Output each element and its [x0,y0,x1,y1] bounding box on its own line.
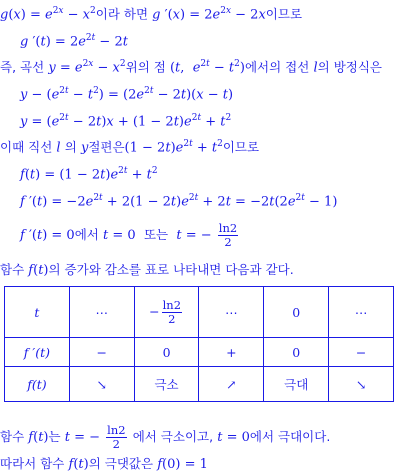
table-cell: 0 [134,338,199,367]
text-wiuijeom: 위의 점 [125,59,166,75]
line-12: 따라서 함수 f(t)의 극댓값은 f(0) = 1 [0,456,208,472]
text-irahamyeon: 이라 하면 [95,6,149,22]
text-ttaraseo: 따라서 함수 [0,456,65,471]
line-10: 함수 f(t)의 증가와 감소를 표로 나타내면 다음과 같다. [0,262,294,278]
text-neun: 는 [48,429,61,444]
table-row-f [5,367,394,402]
text-eseo-geukso: 에서 극소이고, [132,429,214,444]
line-6: 이때 직선 l 의 y절편은$(1 - 2t)e^{2t} + t^2$이므로 [0,139,260,156]
line-5: $y = (e^{2t} - 2t)x + (1 - 2t)e^{2t} + t^2$ [20,113,232,130]
line-4: $y - (e^{2t} - t^2) = (2e^{2t} - 2t)(x - t)$ [20,86,234,103]
line-9: f ′(t) = 0에서 t = 0 또는 t = − $\frac{\ln 2}{2}$ [20,221,238,249]
fraction-numerator: ln2 [107,423,126,437]
line-7: $f(t) = (1 - 2t)e^{2t} + t^2$ [20,166,158,183]
line-1: $g(x) = e^{2x} - x^2$이라 하면 g $'(x) = 2e^{2x} - 2x$이므로 [0,6,303,23]
fraction-ln2-over-2 [162,299,182,326]
table-cell: 극소 [134,367,199,402]
line-11: 함수 f(t)는 t = − $\frac{\ln 2}{2}$ 에서 극소이고, t = 0에서 극대이다. [0,423,331,451]
table-row-t [5,287,394,338]
text-hamsu-1: 함수 [0,262,25,277]
text-imeuro-1: 이므로 [265,6,303,22]
fraction-ln2-over-2 [218,222,238,249]
line-8: f $'(t) = -2e^{2t} + 2(1 - 2t)e^{2t} + 2t = -2t(2e^{2t} - 1)$ [20,193,338,210]
text-increase-decrease: 의 증가와 감소를 표로 나타내면 다음과 같다. [48,262,294,277]
fraction-numerator: ln2 [218,221,238,235]
table-cell: − $\frac{\ln 2}{2}$ [134,287,199,338]
decrease-arrow-icon: ↘ [329,367,394,402]
text-hamsu-2: 함수 [0,429,25,444]
increase-arrow-icon: ↗ [199,367,264,402]
text-ui-1: 의 [64,139,77,155]
table-cell: ⋯ [69,287,134,338]
text-ttoneun: 또는 [143,227,169,242]
fraction-ln2-over-2 [106,424,126,451]
table-cell: − [69,338,134,367]
text-jeolpyeon: 절편은 [88,139,125,155]
fraction-denominator: 2 [168,311,176,326]
table-cell: 0 [264,287,329,338]
text-geukdaetgap: 의 극댓값은 [88,456,154,471]
table-cell: − [329,338,394,367]
table-cell: ⋯ [199,287,264,338]
table-cell: 0 [264,338,329,367]
table-cell: f(t) [5,367,70,402]
text-uibangjeongsik: 의 방정식은 [317,59,382,75]
text-ittae: 이때 직선 [0,139,53,155]
table-cell: f ′(t) [5,338,70,367]
text-imeuro-2: 이므로 [222,139,260,155]
decrease-arrow-icon: ↘ [69,367,134,402]
line-3: 즉, 곡선 $y = e^{2x} - x^2$위의 점 (t, $e^{2t} - t^2$)에서의 접선 l의 방정식은 [0,59,382,76]
text-eseo: 에서 [74,227,99,242]
table-cell: t [5,287,70,338]
table-cell: ⋯ [329,287,394,338]
fraction-denominator: 2 [224,235,232,249]
table-cell: + [199,338,264,367]
line-2: g $'(t) = 2e^{2t} - 2t$ [20,33,128,50]
fraction-denominator: 2 [112,437,120,451]
table-row-fprime [5,338,394,367]
fraction-numerator: ln2 [162,297,182,312]
text-eseo-geukdae: 에서 극대이다. [249,429,331,444]
variation-table [4,286,394,402]
text-eseouijeopseon: 에서의 접선 [244,59,310,75]
text-jeuk: 즉, 곡선 [0,59,45,75]
table-cell: 극대 [264,367,329,402]
